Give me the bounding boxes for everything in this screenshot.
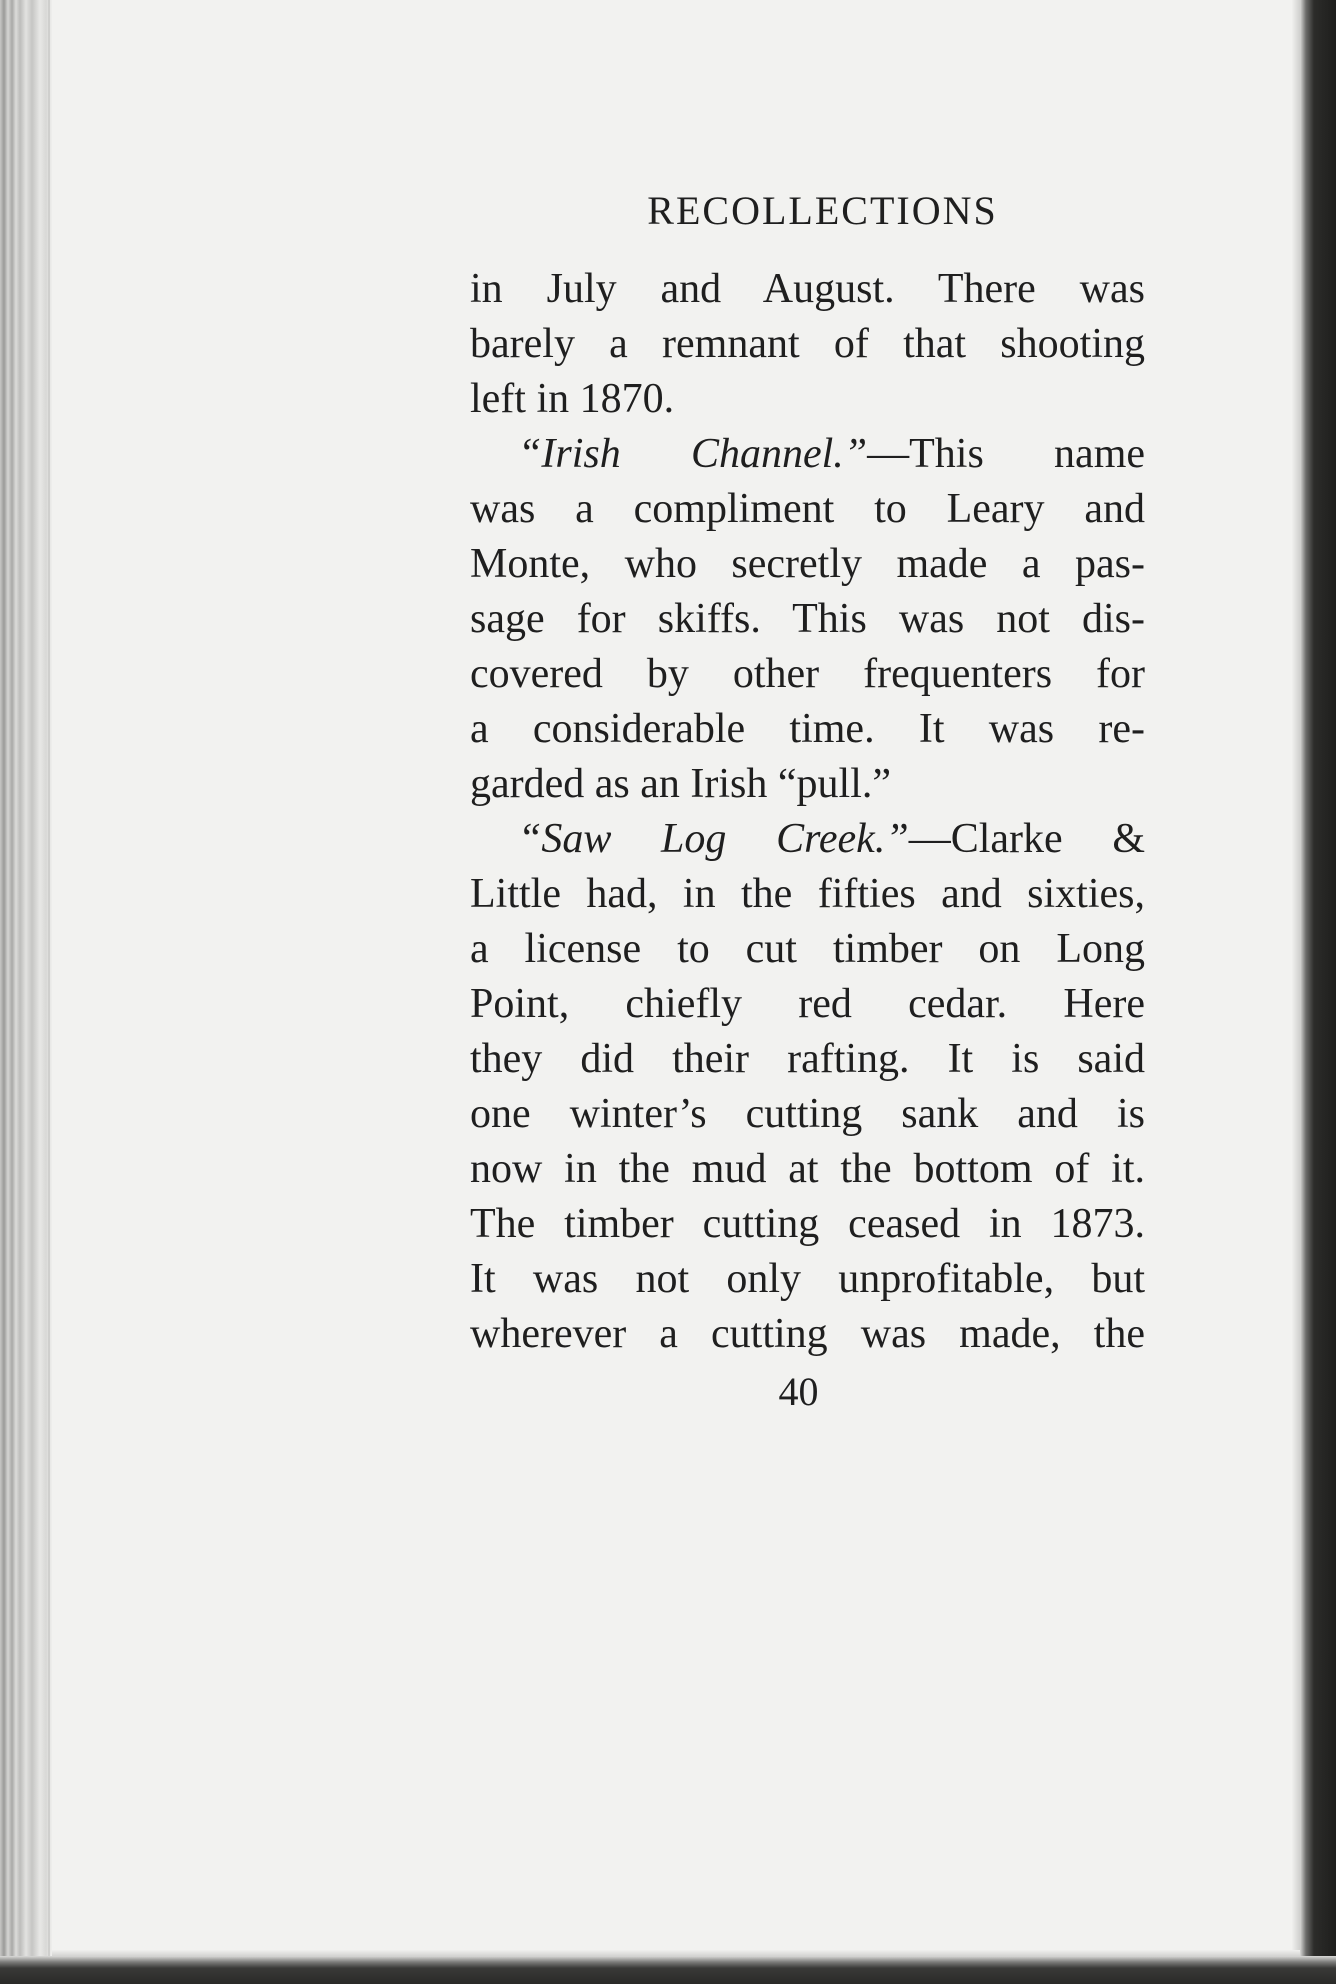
line-text: left in 1870. [470, 376, 675, 422]
text-line [470, 647, 1145, 702]
line-text: Monte, who secretly made a pas- [470, 541, 1145, 587]
scan-right-border [1300, 0, 1336, 1984]
text-line [470, 482, 1145, 537]
text-line [470, 1032, 1145, 1087]
gutter-crease [48, 0, 50, 1984]
line-text: a license to cut timber on Long [470, 926, 1145, 972]
line-text: Little had, in the fifties and sixties, [470, 871, 1145, 917]
line-text: —Clarke & [908, 816, 1145, 862]
text-line [470, 537, 1145, 592]
text-line [470, 262, 1145, 317]
section-heading-line [470, 427, 1145, 482]
line-text: sage for skiffs. This was not dis- [470, 596, 1145, 642]
running-head: RECOLLECTIONS [647, 188, 998, 233]
line-text: —This name [867, 431, 1146, 477]
text-line [470, 1252, 1145, 1307]
line-text: one winter’s cutting sank and is [470, 1091, 1145, 1137]
text-line [470, 317, 1145, 372]
italic-heading: “Irish Channel.” [518, 431, 868, 477]
line-text: barely a remnant of that shooting [470, 321, 1145, 367]
page-number: 40 [778, 1369, 819, 1414]
text-line [470, 922, 1145, 977]
book-gutter [0, 0, 52, 1984]
line-text: in July and August. There was [470, 266, 1145, 312]
line-text: Point, chiefly red cedar. Here [470, 981, 1145, 1027]
line-text: was a compliment to Leary and [470, 486, 1145, 532]
text-line [470, 1197, 1145, 1252]
line-text: covered by other frequenters for [470, 651, 1145, 697]
scan-bottom-border [0, 1956, 1336, 1984]
text-line [470, 977, 1145, 1032]
italic-heading: “Saw Log Creek.” [518, 816, 909, 862]
page-text-block [470, 180, 1145, 1420]
line-text: now in the mud at the bottom of it. [470, 1146, 1145, 1192]
page-right-shadow [1292, 0, 1300, 1984]
line-text: a considerable time. It was re- [470, 706, 1145, 752]
text-line [470, 372, 1145, 427]
text-line [470, 1307, 1145, 1362]
section-heading-line [470, 812, 1145, 867]
text-line [470, 1142, 1145, 1197]
text-line [470, 757, 1145, 812]
line-text: garded as an Irish “pull.” [470, 761, 892, 807]
text-line [470, 1087, 1145, 1142]
line-text: wherever a cutting was made, the [470, 1311, 1145, 1357]
line-text: It was not only unprofitable, but [470, 1256, 1145, 1302]
line-text: The timber cutting ceased in 1873. [470, 1201, 1145, 1247]
text-line [470, 867, 1145, 922]
text-line [470, 702, 1145, 757]
text-line [470, 592, 1145, 647]
line-text: they did their rafting. It is said [470, 1036, 1145, 1082]
